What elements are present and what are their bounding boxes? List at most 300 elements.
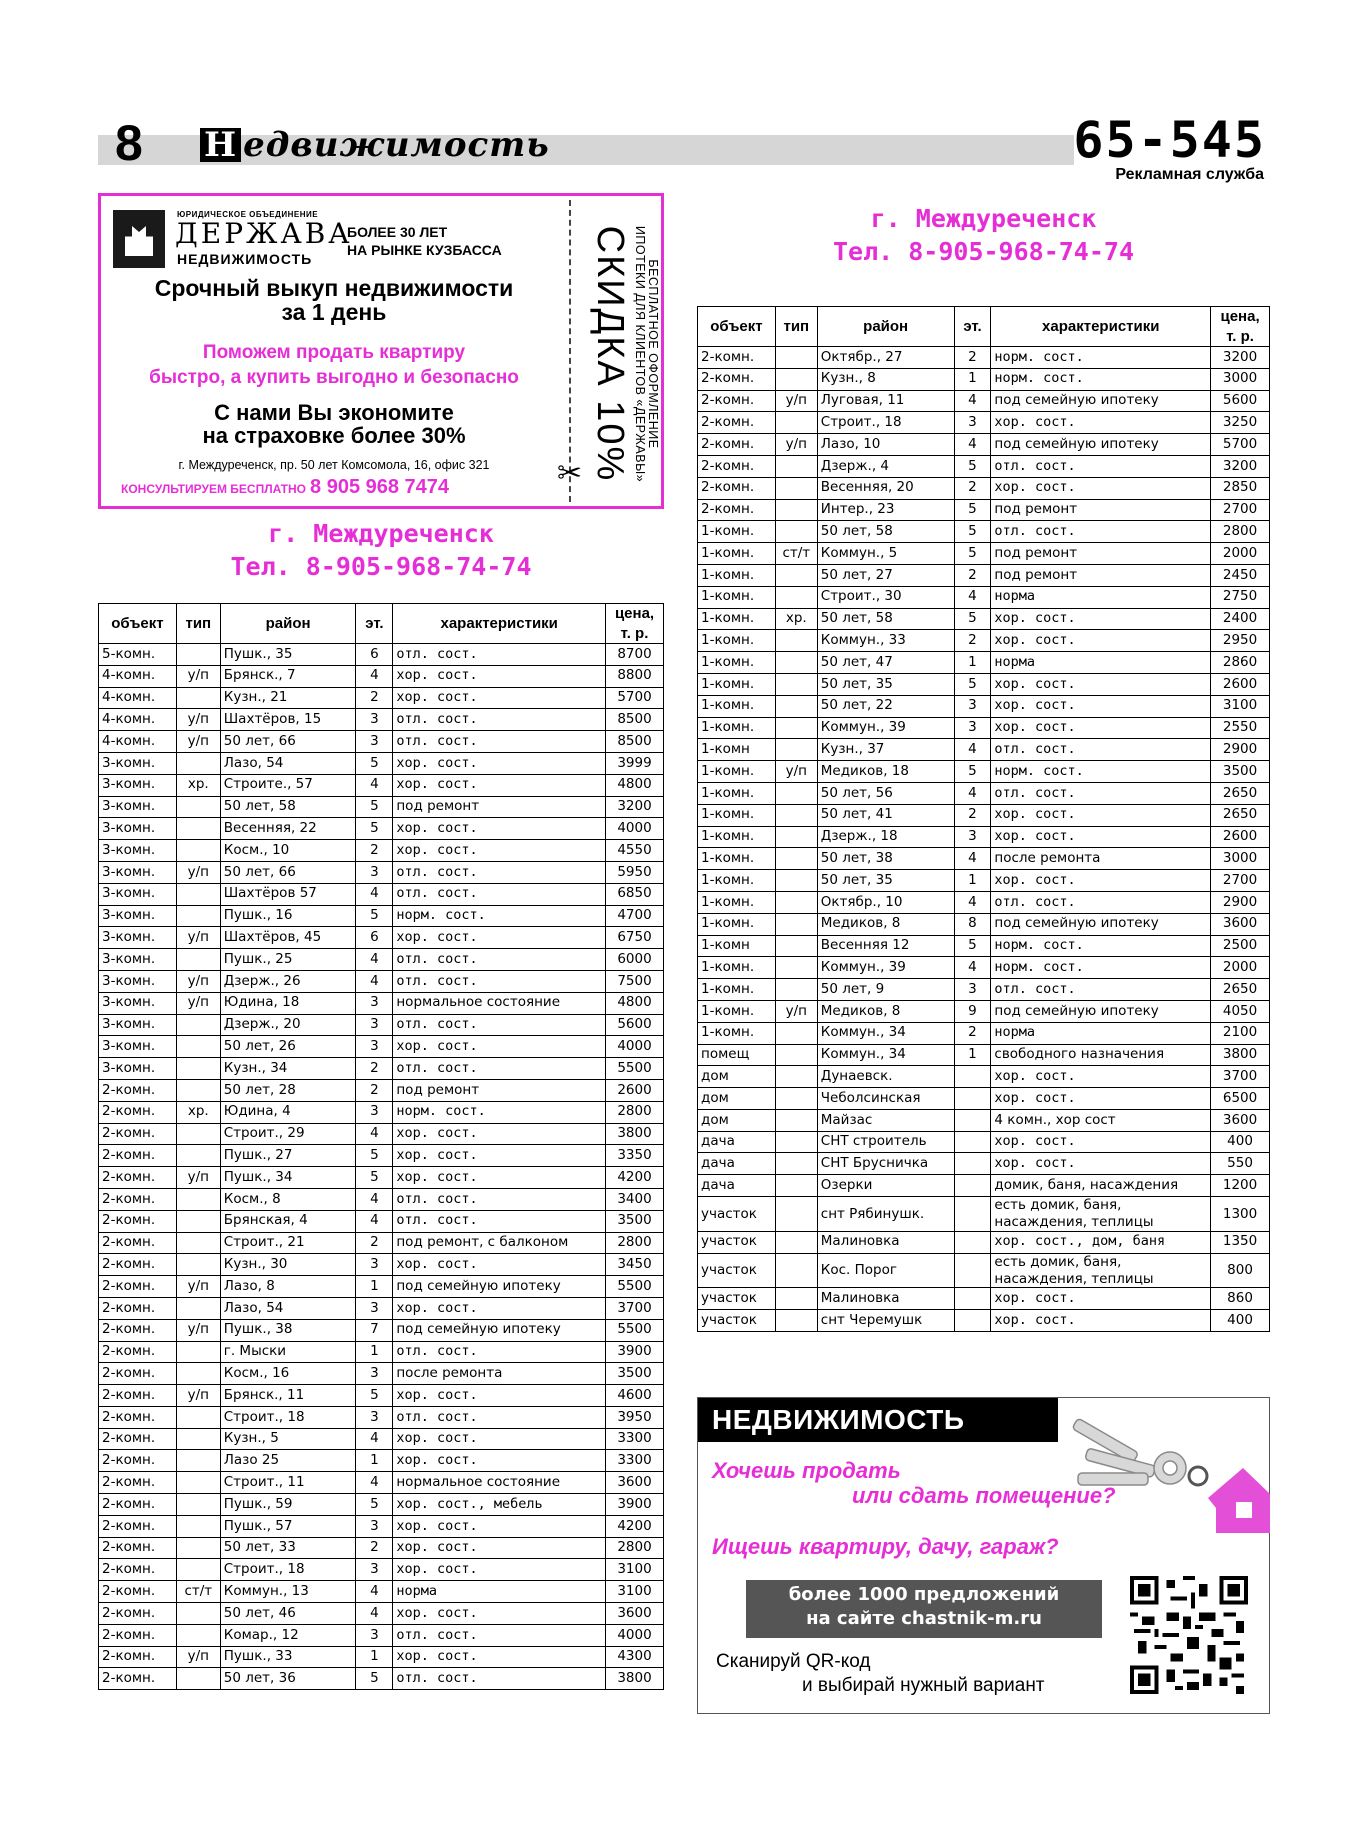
chastnik-ad: [697, 1397, 1270, 1714]
cell-district: Брянск., 11: [220, 1385, 356, 1407]
col-price-l2: т. р.: [620, 624, 649, 642]
cell-type: [176, 1363, 220, 1385]
cell-features: хор. сост.: [991, 1066, 1211, 1088]
table-row: [698, 630, 1270, 652]
offers-line1: более 1000 предложений: [788, 1584, 1060, 1605]
col-price-l1: цена,: [614, 605, 655, 622]
cell-object: 4-комн.: [99, 687, 177, 709]
org-label: ЮРИДИЧЕСКОЕ ОБЪЕДИНЕНИЕ: [177, 210, 319, 219]
cell-price: 5500: [606, 1058, 664, 1080]
help-text: [109, 341, 559, 390]
city-phone: Тел. 8-905-968-74-74: [230, 551, 532, 581]
cell-features: хор. сост.: [393, 1385, 606, 1407]
cell-district: Строит., 29: [220, 1123, 356, 1145]
cell-district: Кузн., 21: [220, 687, 356, 709]
cell-floor: 3: [954, 717, 991, 739]
cell-features: норм. сост.: [991, 957, 1211, 979]
cell-price: 8500: [606, 709, 664, 731]
cell-type: [775, 521, 817, 543]
section-title-rest: едвижимость: [243, 125, 550, 165]
cell-price: 2700: [1211, 499, 1270, 521]
table-row: [99, 1188, 664, 1210]
cell-object: 5-комн.: [99, 644, 177, 666]
cell-features: норм. сост.: [393, 905, 606, 927]
cell-price: 3600: [606, 1472, 664, 1494]
cell-object: 1-комн.: [698, 913, 776, 935]
cell-floor: 4: [356, 1428, 393, 1450]
table-row: [99, 1406, 664, 1428]
cell-district: 50 лет, 33: [220, 1537, 356, 1559]
cell-price: 4550: [606, 840, 664, 862]
cell-object: 2-комн.: [99, 1145, 177, 1167]
cell-floor: 5: [356, 1668, 393, 1690]
cell-object: 2-комн.: [99, 1450, 177, 1472]
cell-features: хор. сост.: [991, 1131, 1211, 1153]
table-row: [698, 1175, 1270, 1197]
table-row: [698, 739, 1270, 761]
cell-type: [775, 913, 817, 935]
cell-floor: 5: [954, 673, 991, 695]
cell-type: [176, 818, 220, 840]
cell-object: 2-комн.: [99, 1624, 177, 1646]
table-row: [698, 1310, 1270, 1332]
save-text: [109, 401, 559, 447]
cell-type: [775, 739, 817, 761]
cell-object: участок: [698, 1253, 776, 1288]
cell-district: Пушк., 35: [220, 644, 356, 666]
cell-floor: 1: [356, 1276, 393, 1298]
cell-object: 1-комн.: [698, 717, 776, 739]
cell-type: у/п: [775, 390, 817, 412]
cell-floor: [954, 1131, 991, 1153]
cell-district: Коммун., 5: [817, 543, 954, 565]
cell-type: [775, 848, 817, 870]
cell-district: Коммун., 39: [817, 717, 954, 739]
cell-floor: [954, 1310, 991, 1332]
cell-price: 2450: [1211, 564, 1270, 586]
cell-floor: 3: [356, 992, 393, 1014]
cell-district: Кузн., 37: [817, 739, 954, 761]
table-row: [698, 347, 1270, 369]
cell-object: 3-комн.: [99, 992, 177, 1014]
cell-features: хор. сост., мебель: [393, 1494, 606, 1516]
cell-object: 2-комн.: [99, 1537, 177, 1559]
table-row: [698, 1231, 1270, 1253]
cell-floor: 3: [356, 1363, 393, 1385]
cell-district: снт Черемушк: [817, 1310, 954, 1332]
cell-features: отл. сост.: [393, 644, 606, 666]
table-row: [99, 1646, 664, 1668]
derzhava-logo-icon: [113, 210, 165, 268]
question-sell-line1: Хочешь продать: [712, 1458, 901, 1483]
table-row: [99, 709, 664, 731]
cell-district: Косм., 8: [220, 1188, 356, 1210]
table-row: [99, 1472, 664, 1494]
cell-price: 7500: [606, 970, 664, 992]
cell-type: [775, 499, 817, 521]
col-price: [606, 604, 664, 644]
col-district: район: [220, 604, 356, 644]
cell-object: 3-комн.: [99, 774, 177, 796]
cell-type: [775, 586, 817, 608]
cell-type: у/п: [176, 1385, 220, 1407]
table-row: [99, 1232, 664, 1254]
cell-price: 3900: [606, 1341, 664, 1363]
cell-district: Лазо, 8: [220, 1276, 356, 1298]
cell-features: хор. сост.: [991, 826, 1211, 848]
cell-price: 3250: [1211, 412, 1270, 434]
col-object: объект: [99, 604, 177, 644]
cell-features: хор. сост.: [991, 695, 1211, 717]
cell-price: 4300: [606, 1646, 664, 1668]
cell-type: [176, 644, 220, 666]
cell-object: 2-комн.: [99, 1079, 177, 1101]
cell-object: 2-комн.: [99, 1494, 177, 1516]
cell-object: дача: [698, 1175, 776, 1197]
cell-floor: 3: [356, 709, 393, 731]
table-row: [698, 957, 1270, 979]
cell-district: Октябр., 27: [817, 347, 954, 369]
cell-type: [775, 1253, 817, 1288]
cell-object: 2-комн.: [698, 368, 776, 390]
cell-type: у/п: [176, 927, 220, 949]
cell-price: 3999: [606, 752, 664, 774]
coupon-discount: СКИДКА 10%: [588, 225, 631, 483]
cell-type: [176, 883, 220, 905]
cell-type: [176, 1036, 220, 1058]
cell-type: [775, 782, 817, 804]
cell-district: 50 лет, 56: [817, 782, 954, 804]
table-row: [698, 1109, 1270, 1131]
cell-features: хор. сост.: [393, 1559, 606, 1581]
scan-text: [716, 1650, 1045, 1698]
cell-district: 50 лет, 66: [220, 861, 356, 883]
cell-floor: 3: [356, 1036, 393, 1058]
cell-price: 4050: [1211, 1000, 1270, 1022]
cell-features: хор. сост.: [991, 804, 1211, 826]
table-row: [99, 1450, 664, 1472]
cell-type: [775, 891, 817, 913]
table-row: [99, 644, 664, 666]
cell-features: нормальное состояние: [393, 1472, 606, 1494]
cell-features: хор. сост.: [393, 1450, 606, 1472]
table-row: [99, 970, 664, 992]
table-row: [698, 782, 1270, 804]
cell-floor: [954, 1175, 991, 1197]
cell-floor: 4: [356, 665, 393, 687]
cell-type: [775, 1231, 817, 1253]
cell-object: участок: [698, 1288, 776, 1310]
cell-type: [775, 1109, 817, 1131]
cell-object: 1-комн.: [698, 652, 776, 674]
cell-object: 2-комн.: [698, 390, 776, 412]
table-row: [698, 826, 1270, 848]
table-row: [698, 390, 1270, 412]
cell-features: под семейную ипотеку: [393, 1319, 606, 1341]
cell-district: Дзерж., 20: [220, 1014, 356, 1036]
cell-district: 50 лет, 26: [220, 1036, 356, 1058]
cell-type: [775, 564, 817, 586]
table-row: [698, 1153, 1270, 1175]
cell-floor: 4: [356, 1472, 393, 1494]
cell-floor: 3: [356, 861, 393, 883]
cell-floor: 3: [356, 1406, 393, 1428]
cell-floor: 4: [954, 390, 991, 412]
cell-district: Строит., 18: [220, 1406, 356, 1428]
cell-price: 3800: [1211, 1044, 1270, 1066]
table-row: [99, 1297, 664, 1319]
cell-district: Пушк., 38: [220, 1319, 356, 1341]
cell-object: 1-комн.: [698, 1000, 776, 1022]
cell-features: хор. сост.: [393, 840, 606, 862]
cell-price: 3400: [606, 1188, 664, 1210]
cell-object: 2-комн.: [99, 1646, 177, 1668]
cell-district: Кос. Порог: [817, 1253, 954, 1288]
cell-price: 5600: [606, 1014, 664, 1036]
cell-floor: 5: [954, 935, 991, 957]
cell-type: ст/т: [176, 1581, 220, 1603]
cell-district: Дунаевск.: [817, 1066, 954, 1088]
cell-price: 1350: [1211, 1231, 1270, 1253]
table-row: [698, 455, 1270, 477]
cell-price: 4800: [606, 992, 664, 1014]
cell-type: у/п: [775, 761, 817, 783]
offers-line2: на сайте chastnik-m.ru: [806, 1608, 1042, 1630]
cell-type: [176, 1145, 220, 1167]
cell-object: 1-комн.: [698, 1022, 776, 1044]
cell-type: [775, 412, 817, 434]
buyout-line1: Срочный выкуп недвижимости: [154, 275, 514, 301]
section-title: [200, 125, 550, 165]
cell-district: Косм., 10: [220, 840, 356, 862]
cell-features: под семейную ипотеку: [991, 390, 1211, 412]
cell-price: 3300: [606, 1450, 664, 1472]
table-row: [99, 1341, 664, 1363]
cell-price: 1200: [1211, 1175, 1270, 1197]
chastnik-heading: НЕДВИЖИМОСТЬ: [698, 1398, 1058, 1442]
cell-object: дом: [698, 1109, 776, 1131]
cell-floor: 1: [954, 652, 991, 674]
cell-object: 1-комн.: [698, 826, 776, 848]
col-type: тип: [176, 604, 220, 644]
cell-floor: 4: [356, 1603, 393, 1625]
cell-floor: 2: [356, 687, 393, 709]
table-row: [99, 1624, 664, 1646]
cell-price: 4000: [606, 1036, 664, 1058]
cell-price: 3500: [606, 1363, 664, 1385]
table-row: [698, 761, 1270, 783]
cell-floor: 3: [356, 1297, 393, 1319]
cell-district: Коммун., 34: [817, 1022, 954, 1044]
table-row: [99, 1079, 664, 1101]
table-row: [99, 861, 664, 883]
cell-features: после ремонта: [393, 1363, 606, 1385]
cell-features: хор. сост.: [991, 477, 1211, 499]
cell-price: 2400: [1211, 608, 1270, 630]
cell-features: хор. сост.: [393, 774, 606, 796]
cell-object: 3-комн.: [99, 1058, 177, 1080]
cell-floor: 3: [954, 695, 991, 717]
cell-price: 3100: [1211, 695, 1270, 717]
cell-features: отл. сост.: [991, 782, 1211, 804]
cell-floor: 1: [356, 1341, 393, 1363]
cell-object: 2-комн.: [99, 1668, 177, 1690]
cell-price: 550: [1211, 1153, 1270, 1175]
table-row: [99, 1101, 664, 1123]
cell-object: участок: [698, 1310, 776, 1332]
cell-floor: [954, 1109, 991, 1131]
cell-object: помещ: [698, 1044, 776, 1066]
cell-price: 3200: [1211, 455, 1270, 477]
cell-price: 2550: [1211, 717, 1270, 739]
cell-district: 50 лет, 35: [817, 870, 954, 892]
cell-features: под семейную ипотеку: [393, 1276, 606, 1298]
cell-district: Весенняя, 22: [220, 818, 356, 840]
cell-floor: 2: [954, 1022, 991, 1044]
cell-type: [176, 1668, 220, 1690]
cell-price: 6000: [606, 949, 664, 971]
table-row: [698, 652, 1270, 674]
cell-price: 8700: [606, 644, 664, 666]
cell-object: 2-комн.: [99, 1515, 177, 1537]
cell-type: у/п: [176, 1646, 220, 1668]
cell-floor: 5: [954, 608, 991, 630]
cell-floor: 4: [954, 739, 991, 761]
cell-features: есть домик, баня, насаждения, теплицы: [991, 1197, 1211, 1232]
cell-floor: 5: [356, 752, 393, 774]
cell-price: 5500: [606, 1319, 664, 1341]
scissors-icon: ✂: [557, 457, 583, 490]
cell-object: 1-комн.: [698, 564, 776, 586]
cell-object: 4-комн.: [99, 665, 177, 687]
cell-district: Юдина, 18: [220, 992, 356, 1014]
cell-floor: 5: [954, 499, 991, 521]
cell-floor: 2: [356, 840, 393, 862]
cell-features: хор. сост.: [991, 870, 1211, 892]
cell-features: под ремонт: [991, 543, 1211, 565]
cell-floor: 2: [954, 477, 991, 499]
cell-district: Кузн., 5: [220, 1428, 356, 1450]
cell-district: Лазо 25: [220, 1450, 356, 1472]
table-row: [99, 1145, 664, 1167]
help-line1: Поможем продать квартиру: [202, 342, 466, 363]
cell-type: [775, 477, 817, 499]
cell-object: 3-комн.: [99, 970, 177, 992]
cell-district: 50 лет, 9: [817, 979, 954, 1001]
table-row: [698, 477, 1270, 499]
cell-object: 3-комн.: [99, 796, 177, 818]
cell-price: 2800: [1211, 521, 1270, 543]
cell-district: Коммун., 13: [220, 1581, 356, 1603]
derzhava-ad: [98, 193, 664, 509]
cell-features: хор. сост.: [991, 673, 1211, 695]
cell-district: 50 лет, 28: [220, 1079, 356, 1101]
cell-type: [176, 840, 220, 862]
city-name: г. Междуреченск: [268, 519, 494, 548]
cell-price: 4600: [606, 1385, 664, 1407]
cell-object: 2-комн.: [99, 1254, 177, 1276]
cell-features: хор. сост.: [393, 1646, 606, 1668]
col-features: характеристики: [393, 604, 606, 644]
qr-code-icon[interactable]: [1130, 1576, 1248, 1694]
table-header-row: [698, 307, 1270, 347]
col-features: характеристики: [991, 307, 1211, 347]
cell-type: [775, 1022, 817, 1044]
cell-price: 2700: [1211, 870, 1270, 892]
cell-district: СНТ Брусничка: [817, 1153, 954, 1175]
cell-floor: 4: [954, 782, 991, 804]
cell-floor: [954, 1088, 991, 1110]
cell-object: 1-комн.: [698, 891, 776, 913]
table-row: [99, 1494, 664, 1516]
cell-object: 1-комн.: [698, 979, 776, 1001]
cell-type: [176, 796, 220, 818]
table-row: [99, 1603, 664, 1625]
cell-floor: 5: [356, 796, 393, 818]
cell-district: Брянск., 7: [220, 665, 356, 687]
cell-object: 2-комн.: [99, 1188, 177, 1210]
cell-object: 2-комн.: [99, 1406, 177, 1428]
cell-type: [775, 368, 817, 390]
cell-object: 3-комн.: [99, 818, 177, 840]
cell-price: 3700: [1211, 1066, 1270, 1088]
col-price-l1: цена,: [1220, 308, 1260, 325]
cell-floor: 1: [954, 368, 991, 390]
cell-floor: 2: [954, 804, 991, 826]
table-row: [698, 1000, 1270, 1022]
city-header-left: [98, 518, 664, 583]
cell-object: 3-комн.: [99, 861, 177, 883]
cell-type: [176, 1341, 220, 1363]
cell-price: 860: [1211, 1288, 1270, 1310]
cell-floor: 9: [954, 1000, 991, 1022]
cell-district: Строите., 57: [220, 774, 356, 796]
col-district: район: [817, 307, 954, 347]
cell-object: 3-комн.: [99, 1014, 177, 1036]
cell-type: [176, 1123, 220, 1145]
cell-features: хор. сост.: [393, 1537, 606, 1559]
cell-features: под семейную ипотеку: [991, 1000, 1211, 1022]
cell-features: отл. сост.: [393, 709, 606, 731]
table-row: [99, 1668, 664, 1690]
cell-district: Малиновка: [817, 1288, 954, 1310]
table-row: [99, 1123, 664, 1145]
cell-district: Строит., 18: [817, 412, 954, 434]
cell-object: 2-комн.: [698, 412, 776, 434]
table-row: [698, 1131, 1270, 1153]
cell-features: хор. сост.: [393, 752, 606, 774]
cell-type: [775, 717, 817, 739]
cell-price: 3900: [606, 1494, 664, 1516]
cell-price: 3500: [1211, 761, 1270, 783]
cell-district: Малиновка: [817, 1231, 954, 1253]
cell-district: г. Мыски: [220, 1341, 356, 1363]
city-name: г. Междуреченск: [870, 204, 1097, 233]
table-row: [698, 1066, 1270, 1088]
cell-price: 5700: [1211, 434, 1270, 456]
table-row: [698, 1288, 1270, 1310]
cell-type: [176, 1406, 220, 1428]
cell-type: [176, 1428, 220, 1450]
ad-service-phone: 65-545: [1073, 111, 1266, 169]
cell-district: Медиков, 8: [817, 913, 954, 935]
cell-object: 1-комн.: [698, 543, 776, 565]
cell-features: хор. сост.: [991, 630, 1211, 652]
cell-type: [775, 630, 817, 652]
save-line2: на страховке более 30%: [202, 423, 466, 449]
table-row: [99, 905, 664, 927]
cell-object: 2-комн.: [99, 1603, 177, 1625]
